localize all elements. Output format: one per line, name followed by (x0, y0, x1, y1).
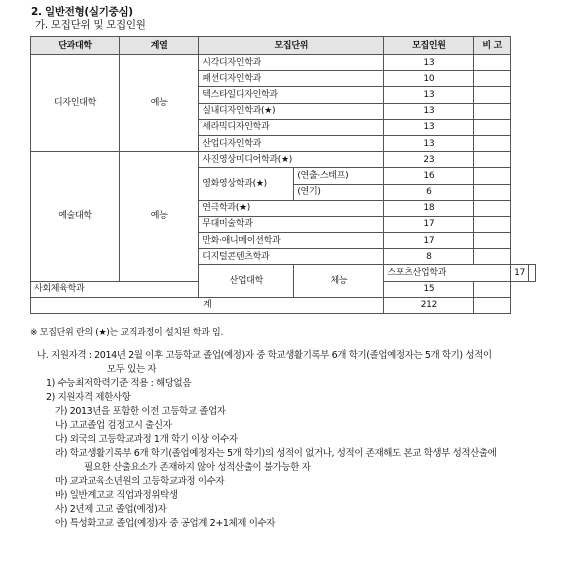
unit-cell: 시각디자인학과 (199, 55, 384, 71)
restriction-item: 바) 일반계고교 직업과정위탁생 (55, 490, 178, 501)
remark-cell (474, 135, 511, 151)
table-row (31, 152, 536, 168)
field-cell: 예능 (120, 55, 199, 152)
field-cell: 예능 (120, 152, 199, 282)
total-label: 계 (31, 297, 384, 313)
remark-cell (474, 281, 511, 297)
count-cell: 13 (384, 87, 474, 103)
remark-cell (474, 168, 511, 184)
sub-unit-cell: (연출·스태프) (294, 168, 384, 184)
restriction-item: 사) 2년제 고교 졸업(예정)자 (55, 504, 167, 515)
unit-cell: 패션디자인학과 (199, 71, 384, 87)
count-cell: 13 (384, 135, 474, 151)
unit-cell: 스포츠산업학과 (384, 265, 511, 281)
requirement-item: 1) 수능최저학력기준 적용 : 해당없음 (46, 378, 192, 389)
unit-cell: 세라믹디자인학과 (199, 119, 384, 135)
remark-cell (474, 233, 511, 249)
remark-cell (474, 216, 511, 232)
table-row (31, 55, 536, 71)
header-count: 모집인원 (384, 37, 474, 55)
count-cell: 6 (384, 184, 474, 200)
remark-cell (474, 249, 511, 265)
restriction-item-cont: 필요한 산출요소가 존재하지 않아 성적산출이 불가능한 자 (84, 462, 311, 473)
remark-cell (474, 297, 511, 313)
count-cell: 15 (384, 281, 474, 297)
table-note: ※ 모집단위 란의 (★)는 교직과정이 설치된 학과 임. (30, 328, 224, 338)
count-cell: 13 (384, 119, 474, 135)
unit-cell: 연극학과(★) (199, 200, 384, 216)
header-unit: 모집단위 (199, 37, 384, 55)
count-cell: 23 (384, 152, 474, 168)
restriction-item: 나) 고교졸업 검정고시 출신자 (55, 420, 172, 431)
count-cell: 13 (384, 103, 474, 119)
unit-cell: 사진영상미디어학과(★) (199, 152, 384, 168)
unit-cell: 무대미술학과 (199, 216, 384, 232)
unit-cell: 산업디자인학과 (199, 135, 384, 151)
restriction-item: 다) 외국의 고등학교과정 1개 학기 이상 이수자 (55, 434, 238, 445)
field-cell: 체능 (294, 265, 384, 297)
total-count: 212 (384, 297, 474, 313)
requirements-title: 나. 지원자격 : 2014년 2월 이후 고등학교 졸업(예정)자 중 학교생활기록부 6개 학기(졸업예정자는 5개 학기) 성적이 (37, 350, 492, 361)
restriction-item: 아) 특성화고교 졸업(예정)자 중 공업계 2+1체제 이수자 (55, 518, 276, 529)
total-row (31, 297, 536, 313)
subsection-heading: 가. 모집단위 및 모집인원 (35, 19, 146, 31)
requirements-section (37, 349, 547, 531)
sub-unit-cell: (연기) (294, 184, 384, 200)
count-cell: 17 (511, 265, 529, 281)
header-remarks: 비 고 (474, 37, 511, 55)
remark-cell (474, 55, 511, 71)
remark-cell (529, 265, 536, 281)
remark-cell (474, 87, 511, 103)
count-cell: 17 (384, 216, 474, 232)
college-cell: 디자인대학 (31, 55, 120, 152)
restriction-item: 라) 학교생활기록부 6개 학기(졸업예정자는 5개 학기)의 성적이 없거나, 성적이 존재해도 본교 학생부 성적산출에 (55, 448, 497, 459)
requirement-item: 2) 지원자격 제한사항 (46, 392, 131, 403)
count-cell: 8 (384, 249, 474, 265)
remark-cell (474, 71, 511, 87)
unit-cell: 디지털콘텐츠학과 (199, 249, 384, 265)
table-header-row (31, 37, 536, 55)
remark-cell (474, 200, 511, 216)
count-cell: 16 (384, 168, 474, 184)
unit-cell: 텍스타일디자인학과 (199, 87, 384, 103)
restriction-item: 가) 2013년을 포함한 이전 고등학교 졸업자 (55, 406, 226, 417)
remark-cell (474, 152, 511, 168)
restriction-item: 마) 교과교육소년원의 고등학교과정 이수자 (55, 476, 225, 487)
count-cell: 17 (384, 233, 474, 249)
remark-cell (474, 119, 511, 135)
college-cell: 산업대학 (199, 265, 294, 297)
count-cell: 13 (384, 55, 474, 71)
count-cell: 18 (384, 200, 474, 216)
college-cell: 예술대학 (31, 152, 120, 282)
unit-cell: 실내디자인학과(★) (199, 103, 384, 119)
unit-cell: 만화·애니메이션학과 (199, 233, 384, 249)
recruitment-table (30, 36, 536, 314)
count-cell: 10 (384, 71, 474, 87)
requirements-title-cont: 모두 있는 자 (107, 364, 157, 375)
section-heading: 2. 일반전형(실기중심) (31, 6, 133, 18)
remark-cell (474, 184, 511, 200)
unit-cell: 영화영상학과(★) (199, 168, 294, 200)
unit-cell: 사회체육학과 (31, 281, 199, 297)
header-field: 계열 (120, 37, 199, 55)
header-college: 단과대학 (31, 37, 120, 55)
remark-cell (474, 103, 511, 119)
